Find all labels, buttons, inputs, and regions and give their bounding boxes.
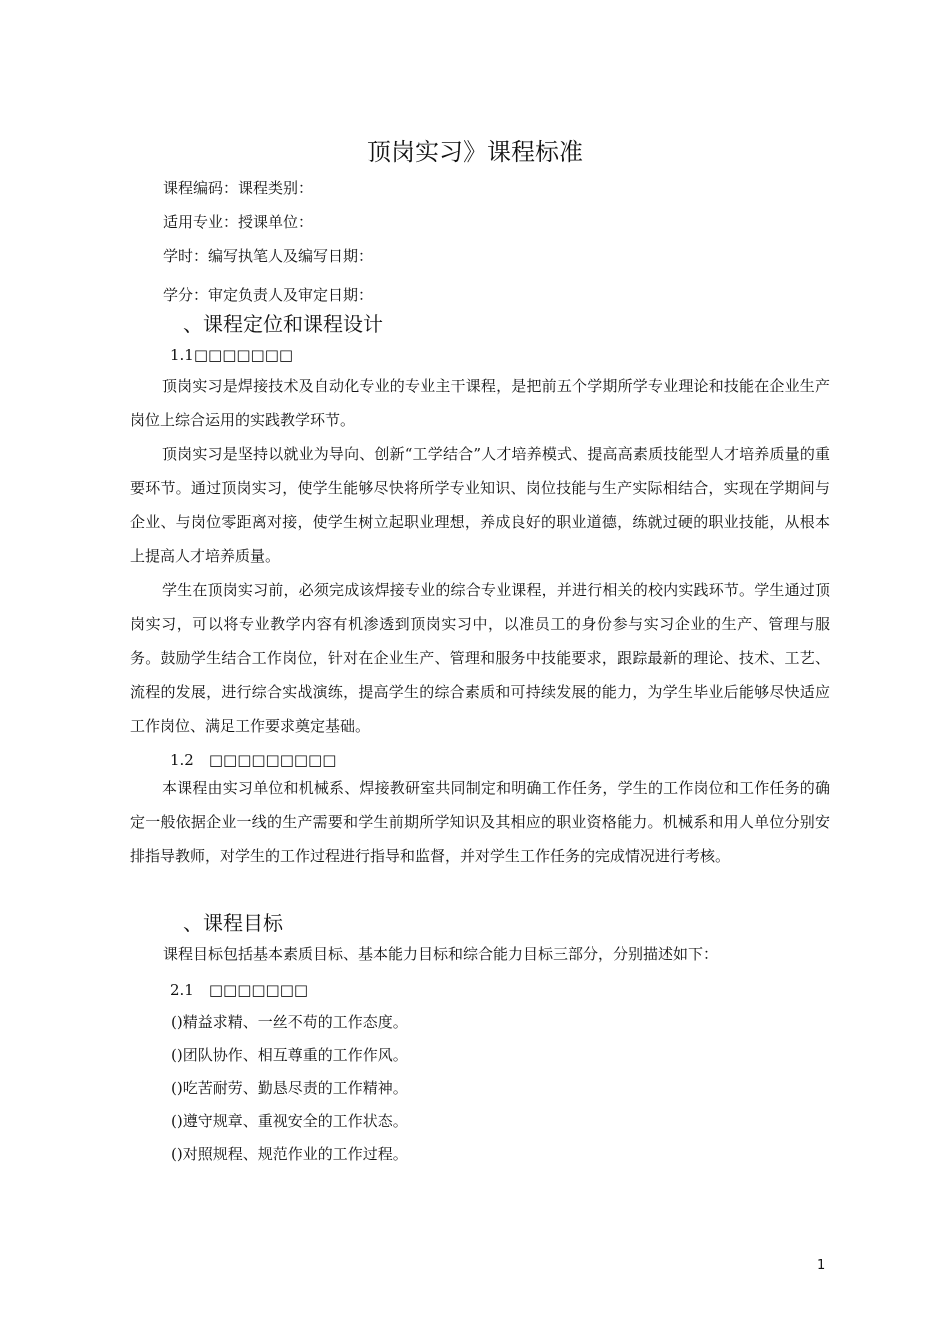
document-title: 顶岗实习》课程标准 [367, 138, 583, 166]
section-heading-1: 、课程定位和课程设计 [183, 312, 383, 336]
section-heading-2: 、课程目标 [183, 911, 283, 935]
meta-line-major: 适用专业：授课单位： [163, 213, 314, 231]
meta-line-course-code: 课程编码：课程类别： [163, 179, 314, 197]
subsection-heading-1-2: 1.2 □□□□□□□□□ [170, 751, 337, 769]
meta-line-hours: 学时：编写执笔人及编写日期： [163, 247, 374, 265]
subsection-heading-2-1: 2.1 □□□□□□□ [170, 981, 309, 999]
meta-line-credits: 学分：审定负责人及审定日期： [163, 286, 374, 304]
course-goals-intro: 课程目标包括基本素质目标、基本能力目标和综合能力目标三部分，分别描述如下： [163, 945, 719, 963]
list-item: ()精益求精、一丝不苟的工作态度。 [171, 1013, 408, 1031]
page-number: 1 [817, 1258, 826, 1273]
list-item: ()遵守规章、重视安全的工作状态。 [171, 1112, 408, 1130]
list-item: ()团队协作、相互尊重的工作作风。 [171, 1046, 408, 1064]
paragraph: 顶岗实习是坚持以就业为导向、创新“工学结合”人才培养模式、提高高素质技能型人才培养质量的重要环节。通过顶岗实习，使学生能够尽快将所学专业知识、岗位技能与生产实际相结合，实现在学期间与企业、与岗位零距离对接，使学生树立起职业理想，养成良好的职业道德，练就过硬的职业技能，从根本上提高人才培养质量。 [130, 445, 830, 565]
paragraph: 学生在顶岗实习前，必须完成该焊接专业的综合专业课程，并进行相关的校内实践环节。学生通过顶岗实习，可以将专业教学内容有机渗透到顶岗实习中，以准员工的身份参与实习企业的生产、管理与服务。鼓励学生结合工作岗位，针对在企业生产、管理和服务中技能要求，跟踪最新的理论、技术、工艺、流程的发展，进行综合实战演练，提高学生的综合素质和可持续发展的能力，为学生毕业后能够尽快适应工作岗位、满足工作要求奠定基础。 [130, 581, 830, 735]
subsection-heading-1-1: 1.1□□□□□□□ [170, 346, 294, 364]
list-item: ()吃苦耐劳、勤恳尽责的工作精神。 [171, 1079, 408, 1097]
paragraph: 本课程由实习单位和机械系、焊接教研室共同制定和明确工作任务，学生的工作岗位和工作任务的确定一般依据企业一线的生产需要和学生前期所学知识及其相应的职业资格能力。机械系和用人单位分别安排指导教师，对学生的工作过程进行指导和监督，并对学生工作任务的完成情况进行考核。 [130, 779, 830, 865]
list-item: ()对照规程、规范作业的工作过程。 [171, 1145, 408, 1163]
paragraph: 顶岗实习是焊接技术及自动化专业的专业主干课程，是把前五个学期所学专业理论和技能在企业生产岗位上综合运用的实践教学环节。 [130, 377, 830, 429]
